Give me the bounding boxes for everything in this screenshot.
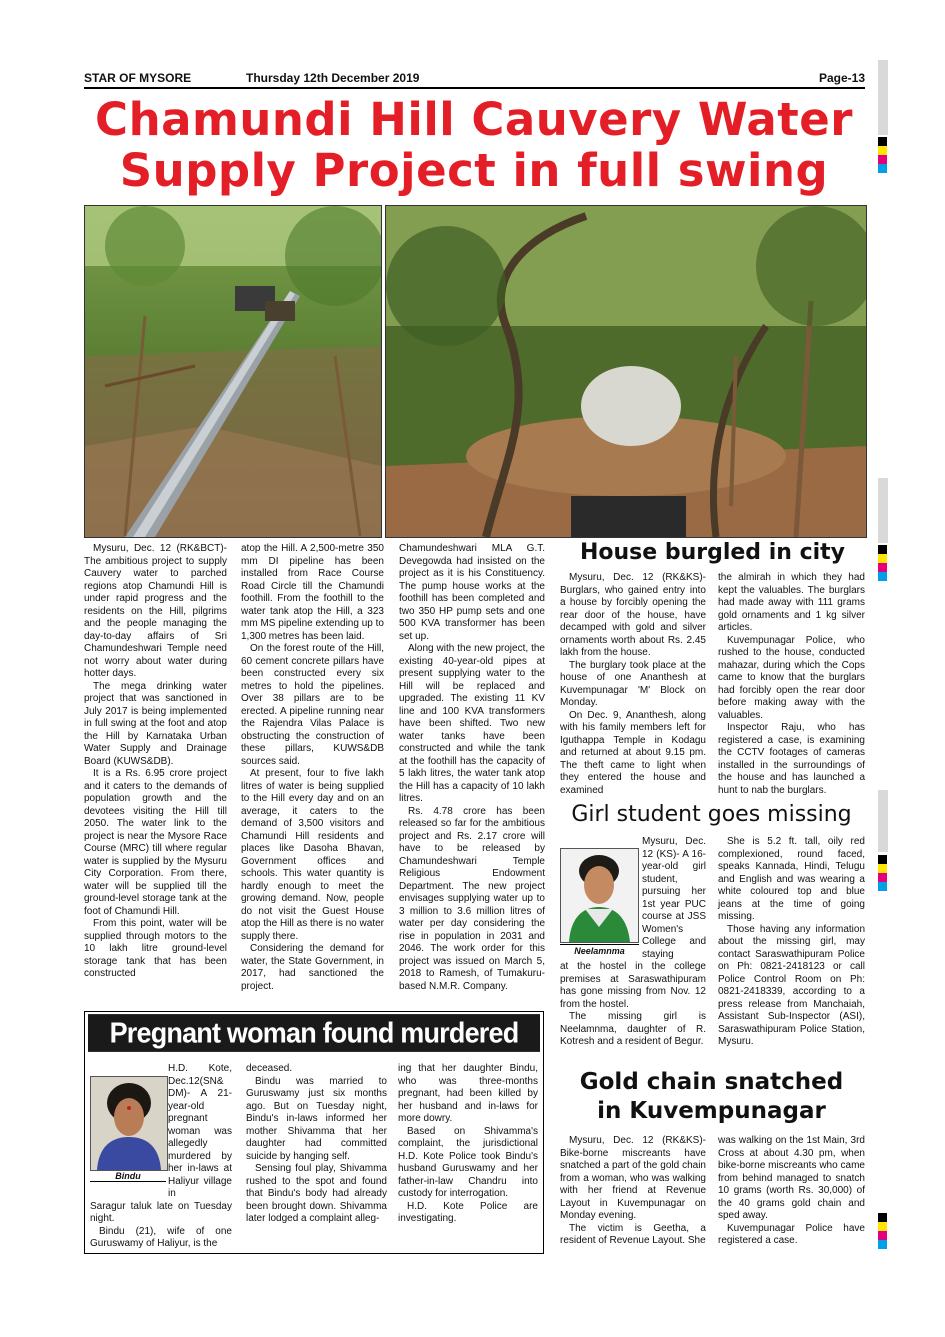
margin-strip-mid <box>878 478 888 543</box>
paragraph: at the hostel in the college premises at Saraswathipuram has gone missing from Nov. 12 from the hostel. <box>560 961 706 1010</box>
paragraph: ing that her daughter Bindu, who was three-months pregnant, had been killed by her husband and in-laws for more dowry. <box>398 1063 538 1124</box>
paragraph: From this point, water will be supplied through motors to the 10 lakh litre ground-level storage tank that has been constructed <box>84 918 227 979</box>
color-registration-mark <box>878 855 887 891</box>
missing-headline: Girl student goes missing <box>571 802 852 827</box>
paragraph: Based on Shivamma's complaint, the jurisdictional H.D. Kote Police took Bindu's husband Guruswamy and her father-in-law Chandru into custody for interrogation. <box>398 1125 538 1199</box>
burglary-col1 <box>560 572 706 797</box>
newspaper-name: STAR OF MYSORE <box>84 71 192 85</box>
paragraph: atop the Hill. A 2,500-metre 350 mm DI pipeline has been installed from Race Course Road Circle till the Chamundi foothill. From the foothill to the water tank atop the Hill, a 323 mm MS pipeline extending up to 1,300 metres has been laid. <box>241 543 384 642</box>
paragraph: deceased. <box>246 1063 293 1074</box>
paragraph: Chamundeshwari MLA G.T. Devegowda had insisted on the project as it is his Constituency. The pump house works at the foothill has been completed and two 350 HP pump sets and one 500 KVA transformer has been set up. <box>399 543 545 642</box>
murder-col2 <box>246 1063 387 1226</box>
paragraph: The mega drinking water project that was sanctioned in July 2017 is being implemented in full swing at the foot and atop the Hill by Karnataka Urban Water Supply and Drainage Board (KUWS&DB). <box>84 680 227 767</box>
tank-site-photo <box>385 205 867 538</box>
main-story-col2 <box>241 543 384 993</box>
paragraph: Sensing foul play, Shivamma rushed to the spot and found that Bindu's body had already been brought down. Shivamma later lodged a complaint alleg- <box>246 1163 387 1224</box>
paragraph: H.D. Kote Police are investigating. <box>398 1200 538 1224</box>
pipeline-photo <box>84 205 382 538</box>
snatching-headline-line2: in Kuvempunagar <box>597 1098 826 1124</box>
paragraph: Mysuru, Dec. 12 (RK&KS)- Bike-borne miscreants have snatched a part of the gold chain from a woman, who was walking with her friend at Revenue Layout in Kuvempunagar on Monday evening. <box>560 1135 706 1221</box>
paragraph: Kuvempunagar Police, who rushed to the house, conducted mahazar, during which the Cops came to know that the burglars had forcibly open the rear door before making away with the valuables. <box>718 634 865 721</box>
paragraph: At present, four to five lakh litres of water is being supplied to the Hill every day and on an average, it caters to the demand of 3,500 visitors and Chamundi Hill residents and places like Dasoha Bhavan, Government offices and schools. This water quantity is hardly enough to meet the growing demand. Now, people do not visit the Guest House atop the Hill as there is no water supply there. <box>241 768 384 942</box>
paragraph: Considering the demand for water, the State Government, in 2017, had sanctioned the project. <box>241 943 384 992</box>
burglary-headline: House burgled in city <box>579 540 846 565</box>
paragraph: Inspector Raju, who has registered a case, is examining the CCTV footages of cameras installed in the surroundings of the house and has launched a hunt to nab the burglars. <box>718 722 865 796</box>
color-registration-mark <box>878 1213 887 1249</box>
issue-date: Thursday 12th December 2019 <box>246 71 420 85</box>
page-number: Page-13 <box>818 71 865 85</box>
paragraph: was walking on the 1st Main, 3rd Cross at about 4.30 pm, when bike-borne miscreants who came from behind managed to snatch 10 grams (worth Rs. 30,000) of the 40 grams gold chain and sped away. <box>718 1135 865 1221</box>
murder-col3 <box>398 1063 538 1226</box>
main-headline-line1: Chamundi Hill Cauvery Water <box>95 93 853 146</box>
paragraph: Those having any information about the missing girl, may contact Saraswathipuram Police on Ph: 0821-2418123 or call Police Control Room on Ph: 0821-2418339, according to a press release from Manchaiah, Assistant Sub-Inspector (ASI), Saraswathipuram Police Station, Mysuru. <box>718 923 865 1047</box>
missing-col1 <box>560 961 706 1049</box>
paragraph: The burglary took place at the house of one Ananthesh at Kuvempunagar 'M' Block on Monday. <box>560 659 706 708</box>
margin-strip-top <box>878 60 888 135</box>
paragraph: She is 5.2 ft. tall, oily red complexioned, round faced, speaks Kannada, Hindi, Telugu and English and was wearing a white coloured top and blue jeans at the time of going missing. <box>718 836 865 922</box>
missing-girl-photo <box>560 848 639 943</box>
paragraph: Along with the new project, the existing 40-year-old pipes at present supplying water to the Hill will be replaced and upgraded. The existing 11 KV line and 100 KVA transformers have been shifted. Two new water tanks have been constructed and while the tank at the foothill has the capacity of 5 lakh litres, the water tank atop the Hill has a capacity of 10 lakh litres. <box>399 643 545 804</box>
snatching-col2 <box>718 1135 865 1248</box>
header-rule <box>84 87 865 89</box>
paragraph: Rs. 4.78 crore has been released so far for the ambitious project and Rs. 2.17 crore will have to be released by Chamundeshwari Temple Religious Endowment Department. The new project envisages supplying water up to 3 million to 3.6 million litres of water per day considering the rise in population in 2031 and 2046. The work order for this project was issued on March 5, 2018 to Ramesh, of Tumakuru-based N.M.R. Company. <box>399 805 545 992</box>
missing-col2 <box>718 836 865 1049</box>
paragraph: On Dec. 9, Ananthesh, along with his family members left for Iguthappa Temple in Kodagu and returned at about 9.15 pm. The theft came to light when they entered the house and examined <box>560 709 706 796</box>
margin-strip-lower <box>878 790 888 852</box>
paragraph: Bindu was married to Guruswamy just six months ago. But on Tuesday night, Bindu's in-laws informed her mother Shivamma that her daughter had committed suicide by hanging self. <box>246 1075 387 1162</box>
murder-headline: Pregnant woman found murdered <box>88 1014 540 1052</box>
paragraph: On the forest route of the Hill, 60 cement concrete pillars have been constructed every six metres to hold the pipelines. Over 38 pillars are to be erected. A pipeline running near the Rajendra Vilas Palace is obstructing the construction of these pillars, KUWS&DB sources said. <box>241 643 384 767</box>
paragraph: It is a Rs. 6.95 crore project and it caters to the demands of population growth and the devotees visiting the Hill till 2050. The water link to the project is near the Mysore Race Course (MRC) till where regular water is supplied by the Mysuru City Corporation. From there, water will be supplied till the ground-level storage tank at the foot of Chamundi Hill. <box>84 768 227 917</box>
paragraph: The victim is Geetha, a resident of Revenue Layout. She <box>560 1222 706 1246</box>
missing-col1-top: Mysuru, Dec. 12 (KS)- A 16-year-old girl student, pursuing her 1st year PUC course at JSS Women's College and staying <box>642 836 706 960</box>
murder-col1 <box>90 1063 232 1251</box>
victim-photo-caption: Bindu <box>90 1171 166 1182</box>
murder-col1-top: H.D. Kote, Dec.12(SN& DM)- A 21-year-old pregnant woman was allegedly murdered by her in-laws at Haliyur village in <box>168 1063 232 1199</box>
paragraph: The missing girl is Neelamnma, daughter of R. Kotresh and a resident of Begur. <box>560 1011 706 1047</box>
paragraph: Saragur taluk late on Tuesday night. <box>90 1200 232 1224</box>
paragraph: Mysuru, Dec. 12 (RK&KS)- Burglars, who gained entry into a house by forcibly opening the rear door of the house, have decamped with gold and silver ornaments worth about Rs. 2.45 lakh from the house. <box>560 572 706 658</box>
paragraph: Kuvempunagar Police have registered a case. <box>718 1222 865 1246</box>
paragraph: Bindu (21), wife of one Guruswamy of Haliyur, is the <box>90 1225 232 1249</box>
paragraph: the almirah in which they had kept the valuables. The burglars had made away with 111 grams gold ornaments and 1 kg silver articles. <box>718 572 865 633</box>
paragraph: Mysuru, Dec. 12 (RK&BCT)- The ambitious project to supply Cauvery water to parched regions atop Chamundi Hill is under rapid progress and the residents on the Hill, pilgrims and the people managing the day-to-day affairs of Sri Chamundeshwari Temple need not worry about water during hotter days. <box>84 543 227 679</box>
main-story-col3 <box>399 543 545 993</box>
missing-photo-caption: Neelamnma <box>560 944 639 956</box>
snatching-headline-line1: Gold chain snatched <box>579 1069 844 1095</box>
snatching-col1 <box>560 1135 706 1248</box>
color-registration-mark <box>878 137 887 173</box>
main-story-col1 <box>84 543 227 981</box>
burglary-col2 <box>718 572 865 797</box>
main-headline-line2: Supply Project in full swing <box>119 144 829 197</box>
color-registration-mark <box>878 545 887 581</box>
